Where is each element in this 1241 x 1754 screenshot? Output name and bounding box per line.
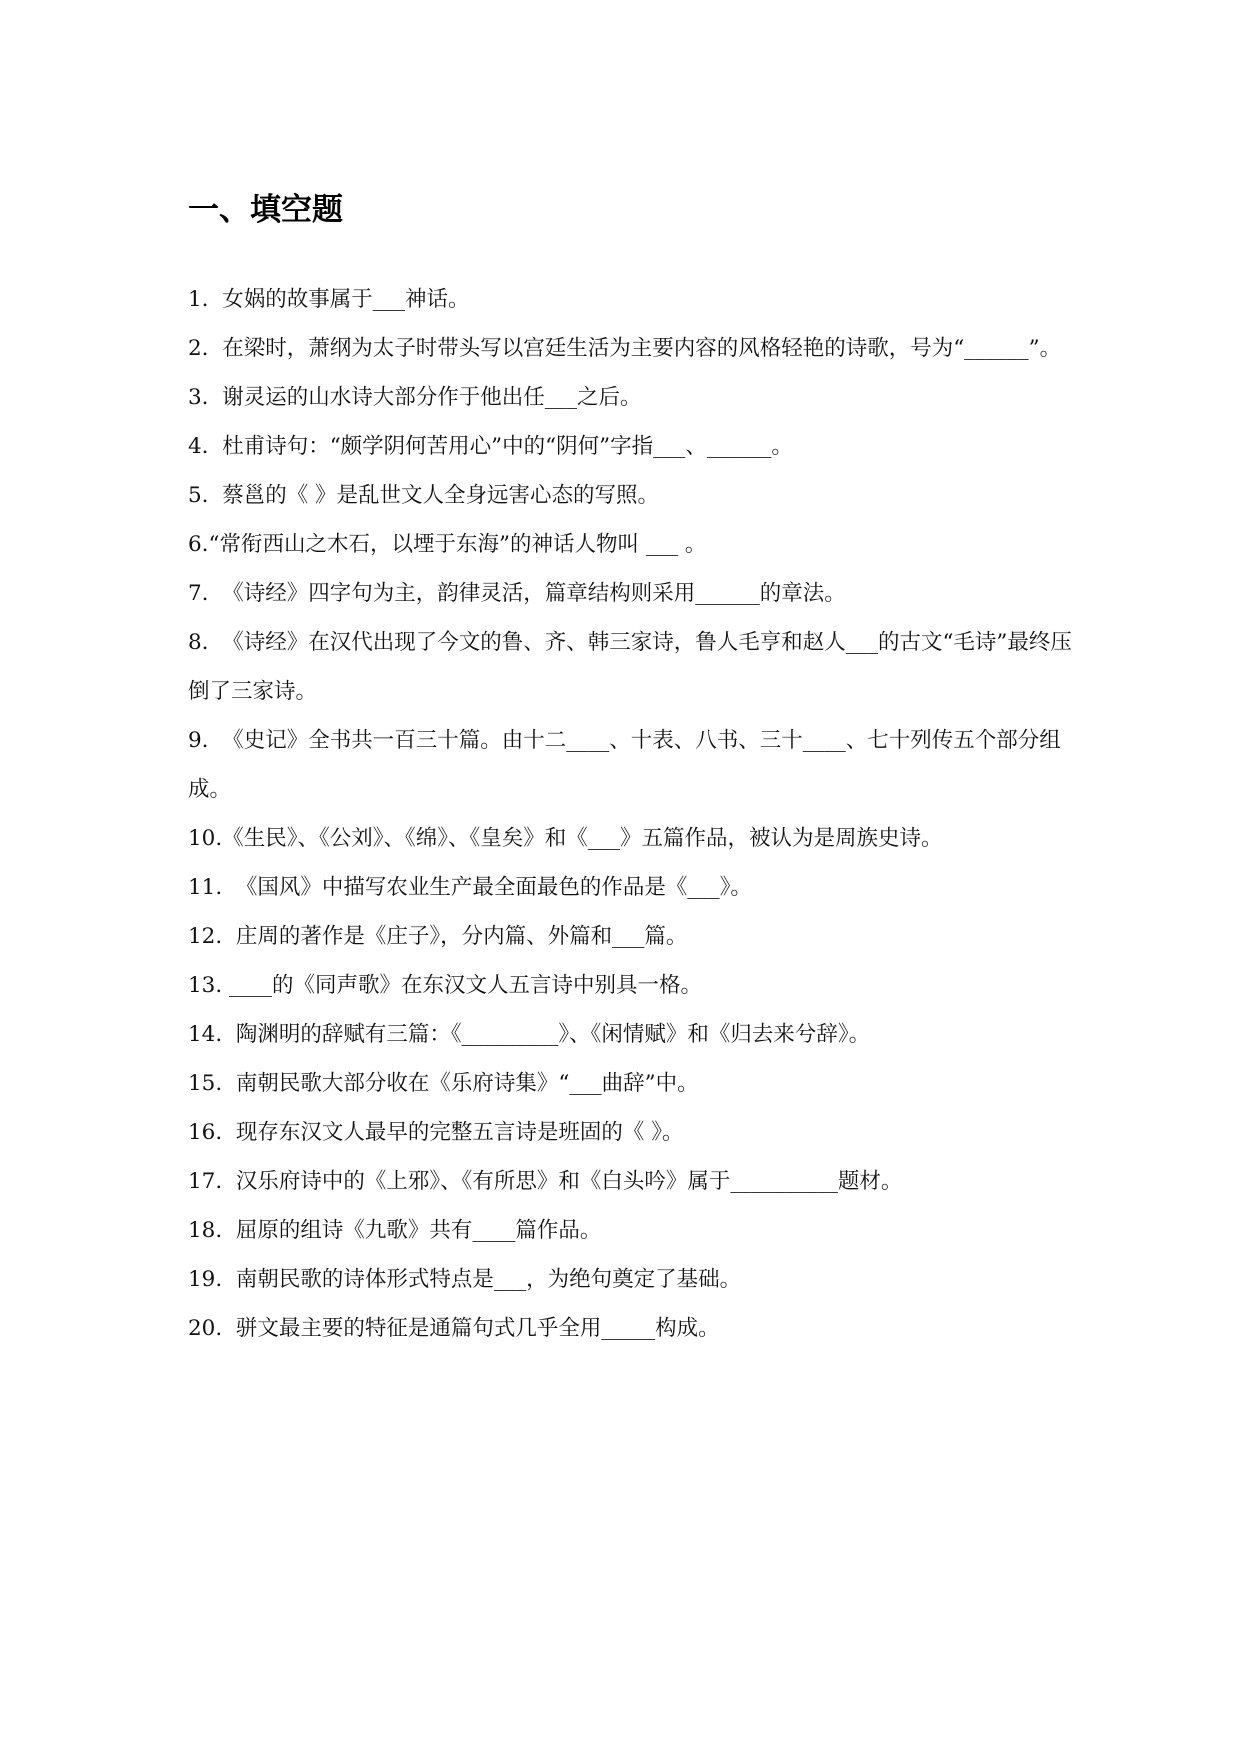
- question-number: 16.: [188, 1120, 223, 1145]
- question-text: 《诗经》在汉代出现了今文的鲁、齐、韩三家诗，鲁人毛亨和赵人___的古文“毛诗”最终压倒了三家诗。: [188, 630, 1072, 704]
- question-number: 15.: [188, 1071, 223, 1096]
- question-number: 6.: [188, 532, 209, 557]
- question-text: “常衔西山之木石，以堙于东海”的神话人物叫 ___ 。: [208, 532, 707, 557]
- question-number: 12.: [188, 924, 223, 949]
- question-text: 《史记》全书共一百三十篇。由十二____、十表、八书、三十____、七十列传五个部分组成。: [188, 728, 1061, 802]
- question-item: [188, 863, 1088, 912]
- question-text: ____的《同声歌》在东汉文人五言诗中别具一格。: [229, 973, 703, 998]
- question-item: [188, 471, 1088, 520]
- question-number: 14.: [188, 1022, 223, 1047]
- question-number: 8.: [188, 630, 209, 655]
- question-number: 7.: [188, 581, 209, 606]
- question-item: [188, 324, 1088, 373]
- question-text: 《诗经》四字句为主，韵律灵活，篇章结构则采用______的章法。: [222, 581, 846, 606]
- question-list: [188, 275, 1088, 1353]
- question-item: [188, 961, 1088, 1010]
- question-number: 13.: [188, 973, 223, 998]
- question-text: 谢灵运的山水诗大部分作于他出任___之后。: [222, 385, 642, 410]
- question-item: [188, 520, 1088, 569]
- question-item: [188, 814, 1088, 863]
- question-number: 19.: [188, 1267, 223, 1292]
- question-text: 屈原的组诗《九歌》共有____篇作品。: [235, 1218, 602, 1243]
- question-item: [188, 1010, 1088, 1059]
- question-item: [188, 1059, 1088, 1108]
- question-number: 18.: [188, 1218, 223, 1243]
- question-item: [188, 1108, 1088, 1157]
- question-item: [188, 569, 1088, 618]
- question-item: [188, 618, 1088, 716]
- question-number: 17.: [188, 1169, 223, 1194]
- question-text: 汉乐府诗中的《上邪》、《有所思》和《白头吟》属于__________题材。: [235, 1169, 903, 1194]
- question-number: 4.: [188, 434, 209, 459]
- question-text: 庄周的著作是《庄子》，分内篇、外篇和___篇。: [235, 924, 688, 949]
- question-number: 9.: [188, 728, 209, 753]
- question-item: [188, 1206, 1088, 1255]
- question-text: 南朝民歌大部分收在《乐府诗集》“___曲辞”中。: [235, 1071, 699, 1096]
- question-item: [188, 912, 1088, 961]
- question-number: 3.: [188, 385, 209, 410]
- question-text: 在梁时，萧纲为太子时带头写以宫廷生活为主要内容的风格轻艳的诗歌，号为“______”。: [222, 336, 1062, 361]
- section-title: 一、填空题: [188, 192, 343, 228]
- question-item: [188, 1255, 1088, 1304]
- question-text: 杜甫诗句：“颇学阴何苦用心”中的“阴何”字指___、______。: [222, 434, 793, 459]
- question-text: 蔡邕的《 》是乱世文人全身远害心态的写照。: [222, 483, 660, 508]
- question-item: [188, 373, 1088, 422]
- question-text: 南朝民歌的诗体形式特点是___，为绝句奠定了基础。: [235, 1267, 742, 1292]
- question-text: 《生民》、《公刘》、《绵》、《皇矣》和《___》五篇作品，被认为是周族史诗。: [222, 826, 943, 851]
- question-text: 现存东汉文人最早的完整五言诗是班固的《 》。: [235, 1120, 684, 1145]
- question-number: 10.: [188, 826, 223, 851]
- question-item: [188, 422, 1088, 471]
- question-item: [188, 1157, 1088, 1206]
- question-item: [188, 275, 1088, 324]
- question-text: 陶渊明的辞赋有三篇：《_________》、《闲情赋》和《归去来兮辞》。: [235, 1022, 871, 1047]
- question-item: [188, 716, 1088, 814]
- question-text: 女娲的故事属于___神话。: [222, 287, 470, 312]
- question-number: 5.: [188, 483, 209, 508]
- question-number: 20.: [188, 1316, 223, 1341]
- question-text: 骈文最主要的特征是通篇句式几乎全用_____构成。: [235, 1316, 720, 1341]
- question-text: 《国风》中描写农业生产最全面最色的作品是《___》。: [235, 875, 752, 900]
- question-number: 11.: [188, 875, 223, 900]
- question-number: 1.: [188, 287, 209, 312]
- question-item: [188, 1304, 1088, 1353]
- question-number: 2.: [188, 336, 209, 361]
